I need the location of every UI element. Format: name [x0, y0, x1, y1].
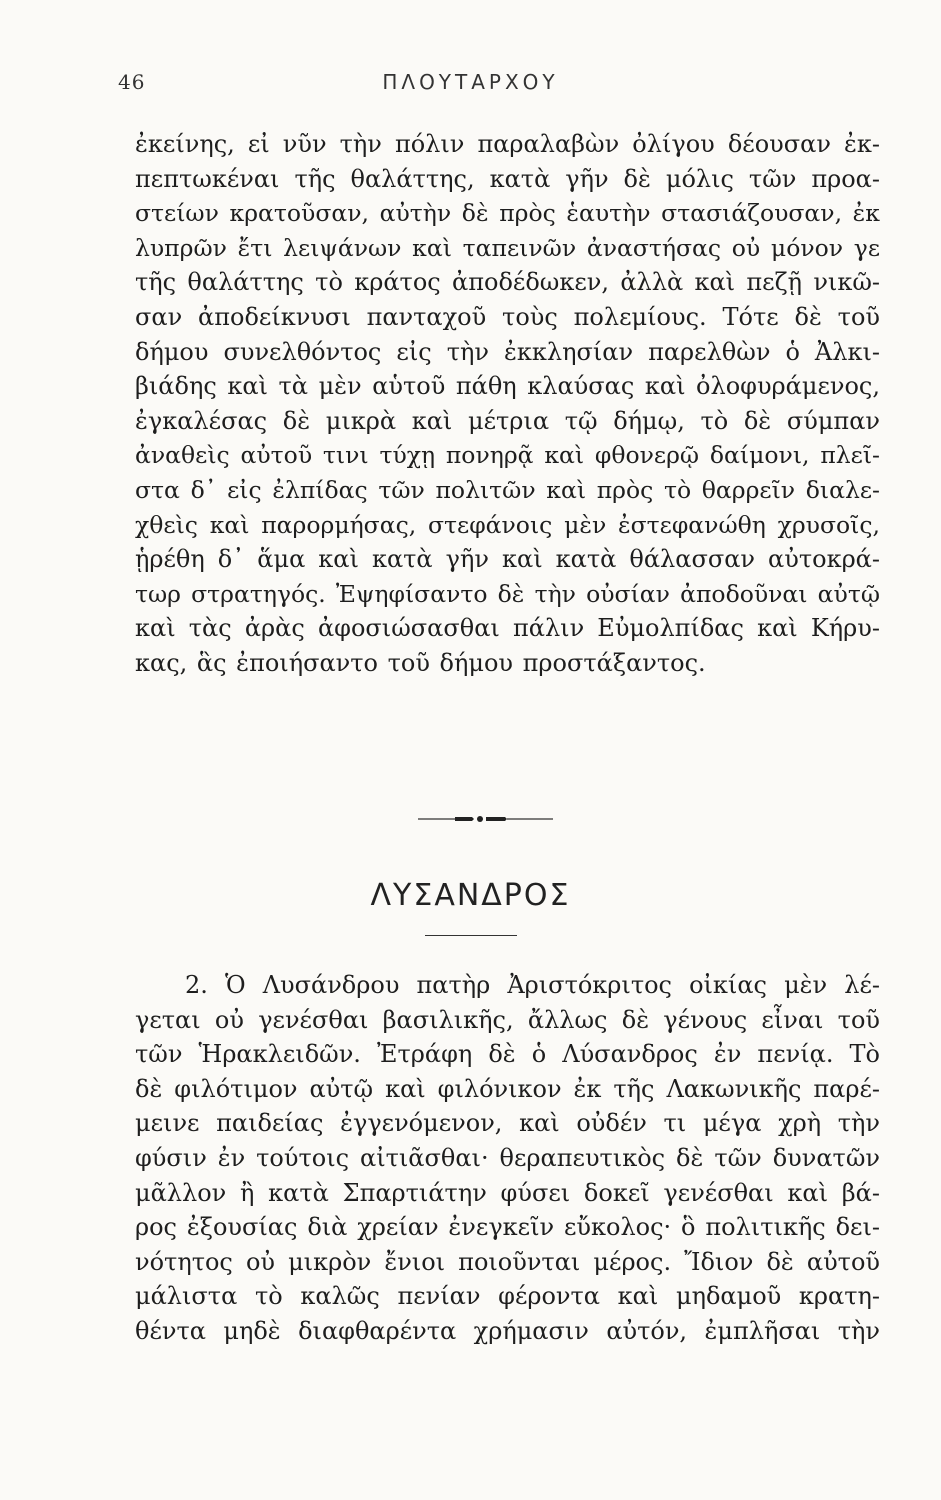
text-line: 2. Ὁ Λυσάνδρου πατὴρ Ἀριστόκριτος οἰκίας μὲν λέ-	[185, 971, 880, 999]
paragraph-2	[135, 968, 880, 1349]
page-number: 46	[118, 70, 146, 94]
text-line: γεται οὐ γενέσθαι βασιλικῆς, ἄλλως δὲ γένους εἶναι τοῦ	[135, 1005, 880, 1034]
text-line: τωρ στρατηγός. Ἐψηφίσαντο δὲ τὴν οὐσίαν ἀποδοῦναι αὐτῷ	[135, 579, 880, 608]
text-line: μάλιστα τὸ καλῶς πενίαν φέροντα καὶ μηδαμοῦ κρατη-	[135, 1282, 880, 1311]
text-line: θέντα μηδὲ διαφθαρέντα χρήμασιν αὐτόν, ἐμπλῆσαι τὴν	[135, 1316, 880, 1345]
text-line: καὶ τὰς ἀρὰς ἀφοσιώσασθαι πάλιν Εὐμολπίδας καὶ Κήρυ-	[135, 614, 880, 643]
text-line: νότητος οὐ μικρὸν ἔνιοι ποιοῦνται μέρος. Ἴδιον δὲ αὐτοῦ	[135, 1247, 880, 1276]
text-line: ρος ἐξουσίας διὰ χρείαν ἐνεγκεῖν εὔκολος· ὃ πολιτικῆς δει-	[135, 1213, 880, 1242]
running-title: ΠΛΟΥΤΑΡΧΟΥ	[382, 70, 559, 94]
ornament-divider	[0, 812, 941, 826]
title-underline	[425, 935, 517, 936]
text-line: πεπτωκέναι τῆς θαλάττης, κατὰ γῆν δὲ μόλις τῶν προα-	[135, 164, 880, 193]
text-line: λυπρῶν ἔτι λειψάνων καὶ ταπεινῶν ἀναστήσας οὐ μόνον γε	[135, 233, 880, 262]
text-line: δὲ φιλότιμον αὐτῷ καὶ φιλόνικον ἐκ τῆς Λακωνικῆς παρέ-	[135, 1074, 880, 1103]
text-line: στα δ᾽ εἰς ἐλπίδας τῶν πολιτῶν καὶ πρὸς τὸ θαρρεῖν διαλε-	[135, 475, 880, 504]
section-title: ΛΥΣΑΝΔΡΟΣ	[370, 878, 571, 913]
running-head	[0, 70, 941, 100]
text-line: κας, ἃς ἐποιήσαντο τοῦ δήμου προστάξαντος.	[135, 648, 706, 677]
text-line: βιάδης καὶ τὰ μὲν αὑτοῦ πάθη κλαύσας καὶ ὀλοφυράμενος,	[135, 372, 880, 401]
text-line: ἐκείνης, εἰ νῦν τὴν πόλιν παραλαβὼν ὀλίγου δέουσαν ἐκ-	[135, 130, 880, 158]
text-line: δήμου συνελθόντος εἰς τὴν ἐκκλησίαν παρελθὼν ὁ Ἀλκι-	[135, 337, 880, 366]
text-line: μᾶλλον ἢ κατὰ Σπαρτιάτην φύσει δοκεῖ γενέσθαι καὶ βά-	[135, 1178, 880, 1207]
text-line: μεινε παιδείας ἐγγενόμενον, καὶ οὐδέν τι μέγα χρὴ τὴν	[135, 1109, 880, 1138]
text-line: χθεὶς καὶ παρορμήσας, στεφάνοις μὲν ἐστεφανώθη χρυσοῖς,	[135, 510, 880, 539]
text-line: σαν ἀποδείκνυσι πανταχοῦ τοὺς πολεμίους. Τότε δὲ τοῦ	[135, 302, 880, 331]
text-line: στείων κρατοῦσαν, αὐτὴν δὲ πρὸς ἑαυτὴν στασιάζουσαν, ἐκ	[135, 199, 880, 228]
paragraph-1	[135, 127, 880, 681]
text-line: φύσιν ἐν τούτοις αἰτιᾶσθαι· θεραπευτικὸς δὲ τῶν δυνατῶν	[135, 1143, 880, 1172]
text-line: ᾑρέθη δ᾽ ἅμα καὶ κατὰ γῆν καὶ κατὰ θάλασσαν αὐτοκρά-	[135, 545, 880, 574]
text-line: τῆς θαλάττης τὸ κράτος ἀποδέδωκεν, ἀλλὰ καὶ πεζῇ νικῶ-	[135, 268, 880, 297]
text-line: ἐγκαλέσας δὲ μικρὰ καὶ μέτρια τῷ δήμῳ, τὸ δὲ σύμπαν	[135, 406, 880, 435]
text-line: ἀναθεὶς αὐτοῦ τινι τύχῃ πονηρᾷ καὶ φθονερῷ δαίμονι, πλεῖ-	[135, 441, 880, 470]
text-line: τῶν Ἡρακλειδῶν. Ἐτράφη δὲ ὁ Λύσανδρος ἐν πενίᾳ. Τὸ	[135, 1040, 880, 1069]
